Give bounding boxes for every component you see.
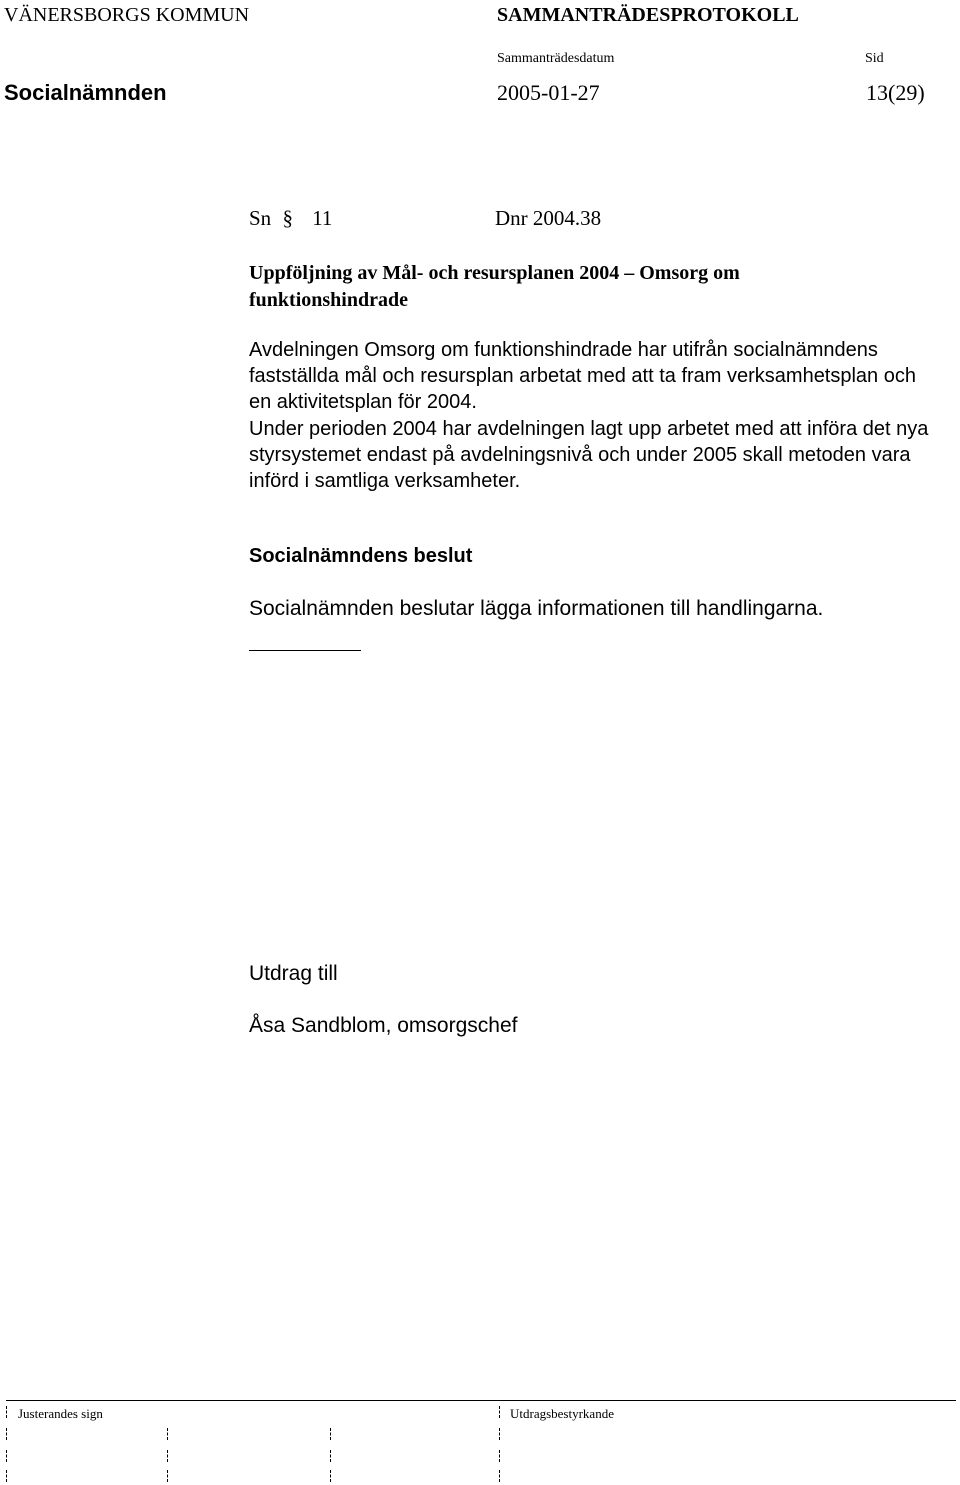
section-sign: § xyxy=(282,206,293,230)
municipality-name: VÄNERSBORGS KOMMUN xyxy=(4,4,250,26)
certification-label: Utdragsbestyrkande xyxy=(510,1406,614,1421)
committee-name: Socialnämnden xyxy=(4,80,167,105)
item-paragraph-2: Under perioden 2004 har avdelningen lagt upp arbetet med att införa det nya styrsystemet endast på avdelningsnivå och under 2005 skall metoden vara införd i samtliga verksamheter. xyxy=(249,418,929,492)
item-reference xyxy=(249,206,332,231)
meeting-date-label: Sammanträdesdatum xyxy=(497,51,615,66)
signature-label: Justerandes sign xyxy=(18,1406,103,1421)
item-title: Uppföljning av Mål- och resursplanen 2004 – Omsorg om funktionshindrade xyxy=(249,262,740,311)
item-number: 11 xyxy=(312,206,333,230)
diary-number: Dnr 2004.38 xyxy=(495,206,602,230)
item-paragraph-1: Avdelningen Omsorg om funktionshindrade har utifrån socialnämndens fastställda mål och resursplan arbetat med att ta fram verksamhetsplan och en aktivitetsplan för 2004. xyxy=(249,339,916,413)
document-type: SAMMANTRÄDESPROTOKOLL xyxy=(497,4,799,26)
page-label: Sid xyxy=(865,51,884,66)
separator-line xyxy=(249,650,361,651)
item-prefix: Sn xyxy=(249,206,272,230)
distribution-label: Utdrag till xyxy=(249,962,338,985)
meeting-date: 2005-01-27 xyxy=(497,80,600,105)
footer-rule xyxy=(6,1400,956,1401)
decision-heading: Socialnämndens beslut xyxy=(249,545,473,567)
decision-text: Socialnämnden beslutar lägga informationen till handlingarna. xyxy=(249,597,824,620)
page-number: 13(29) xyxy=(866,80,925,105)
distribution-recipient: Åsa Sandblom, omsorgschef xyxy=(249,1014,518,1037)
